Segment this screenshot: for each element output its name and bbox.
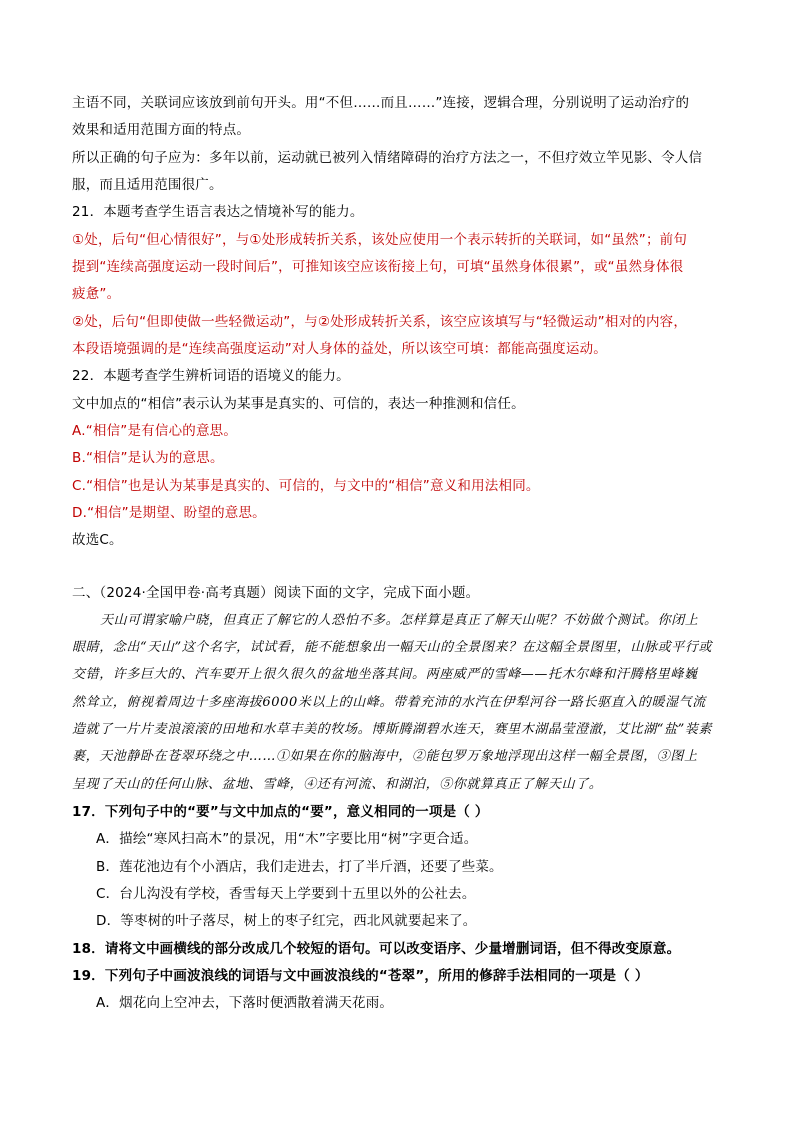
passage-line-6: 裹，天池静卧在苍翠环绕之中……①如果在你的脑海中，②能包罗万象地浮现出这样一幅全景图，③图上: [72, 749, 698, 764]
analysis-q22-option-a: A.“相信”是有信心的意思。: [72, 423, 238, 439]
analysis-q21-line-4: ②处，后句“但即使做一些轻微运动”，与②处形成转折关系，该空应该填写与“轻微运动”相对的内容，: [72, 314, 688, 330]
analysis-q20-line-1: 主语不同，关联词应该放到前句开头。用“不但……而且……”连接，逻辑合理，分别说明了运动治疗的: [72, 95, 690, 111]
analysis-q22-option-c: C.“相信”也是认为某事是真实的、可信的，与文中的“相信”意义和用法相同。: [72, 478, 540, 494]
passage-line-3: 交错，许多巨大的、汽车要开上很久很久的盆地坐落其间。两座威严的雪峰——托木尔峰和汗腾格里峰巍: [72, 667, 698, 682]
analysis-q20-line-2: 效果和适用范围方面的特点。: [72, 122, 251, 138]
analysis-q21-title: 21．本题考查学生语言表达之情境补写的能力。: [72, 204, 364, 220]
analysis-q22-option-d: D.“相信”是期望、盼望的意思。: [72, 505, 266, 521]
analysis-q20-line-4: 服，而且适用范围很广。: [72, 177, 223, 193]
analysis-q22-intro: 文中加点的“相信”表示认为某事是真实的、可信的，表达一种推测和信任。: [72, 396, 525, 412]
question-17: 17．下列句子中的“要”与文中加点的“要”，意义相同的一项是（ ）: [72, 804, 489, 820]
analysis-q20-line-3: 所以正确的句子应为：多年以前，运动就已被列入情绪障碍的治疗方法之一，不但疗效立竿见影、令人信: [72, 150, 703, 166]
analysis-q21-line-2: 提到“连续高强度运动一段时间后”，可推知该空应该衔接上句，可填“虽然身体很累”，或“虽然身体很: [72, 259, 684, 275]
q17-option-c: C．台儿沟没有学校，香雪每天上学要到十五里以外的公社去。: [96, 886, 476, 902]
question-19: 19．下列句子中画波浪线的词语与文中画波浪线的“苍翠”，所用的修辞手法相同的一项是（ ）: [72, 968, 649, 984]
q19-option-a: A．烟花向上空冲去，下落时便洒散着满天花雨。: [96, 995, 394, 1011]
analysis-q22-title: 22．本题考查学生辨析词语的语境义的能力。: [72, 368, 350, 384]
question-18: 18．请将文中画横线的部分改成几个较短的语句。可以改变语序、少量增删词语，但不得改变原意。: [72, 941, 681, 957]
passage-line-4: 然耸立，俯视着周边十多座海拔6000米以上的山峰。带着充沛的水汽在伊犁河谷一路长驱直入的暖湿气流: [72, 695, 706, 710]
passage-line-5: 造就了一片片麦浪滚滚的田地和水草丰美的牧场。博斯腾湖碧水连天，赛里木湖晶莹澄澈，艾比湖“盐”装素: [72, 722, 713, 737]
q17-option-d: D．等枣树的叶子落尽，树上的枣子红完，西北风就要起来了。: [96, 913, 477, 929]
analysis-q21-line-1: ①处，后句“但心情很好”，与①处形成转折关系，该处应使用一个表示转折的关联词，如“虽然”；前句: [72, 232, 688, 248]
analysis-q22-answer: 故选C。: [72, 532, 123, 548]
analysis-q21-line-5: 本段语境强调的是“连续高强度运动”对人身体的益处，所以该空可填：都能高强度运动。: [72, 341, 607, 357]
passage-line-2: 眼睛，念出“天山”这个名字，试试看，能不能想象出一幅天山的全景图来？在这幅全景图里，山脉或平行或: [72, 640, 713, 655]
passage-line-7: 呈现了天山的任何山脉、盆地、雪峰，④还有河流、和湖泊，⑤你就算真正了解天山了。: [72, 777, 603, 792]
q17-option-a: A．描绘“寒风扫高木”的景况，用“木”字要比用“树”字更合适。: [96, 831, 478, 847]
q17-option-b: B．莲花池边有个小酒店，我们走进去，打了半斤酒，还要了些菜。: [96, 859, 503, 875]
passage-line-1: 天山可谓家喻户晓，但真正了解它的人恐怕不多。怎样算是真正了解天山呢？不妨做个测试。你闭上: [100, 613, 699, 628]
analysis-q21-line-3: 疲惫”。: [72, 286, 121, 302]
section-heading: 二、（2024·全国甲卷·高考真题）阅读下面的文字，完成下面小题。: [72, 585, 480, 601]
analysis-q22-option-b: B.“相信”是认为的意思。: [72, 450, 224, 466]
